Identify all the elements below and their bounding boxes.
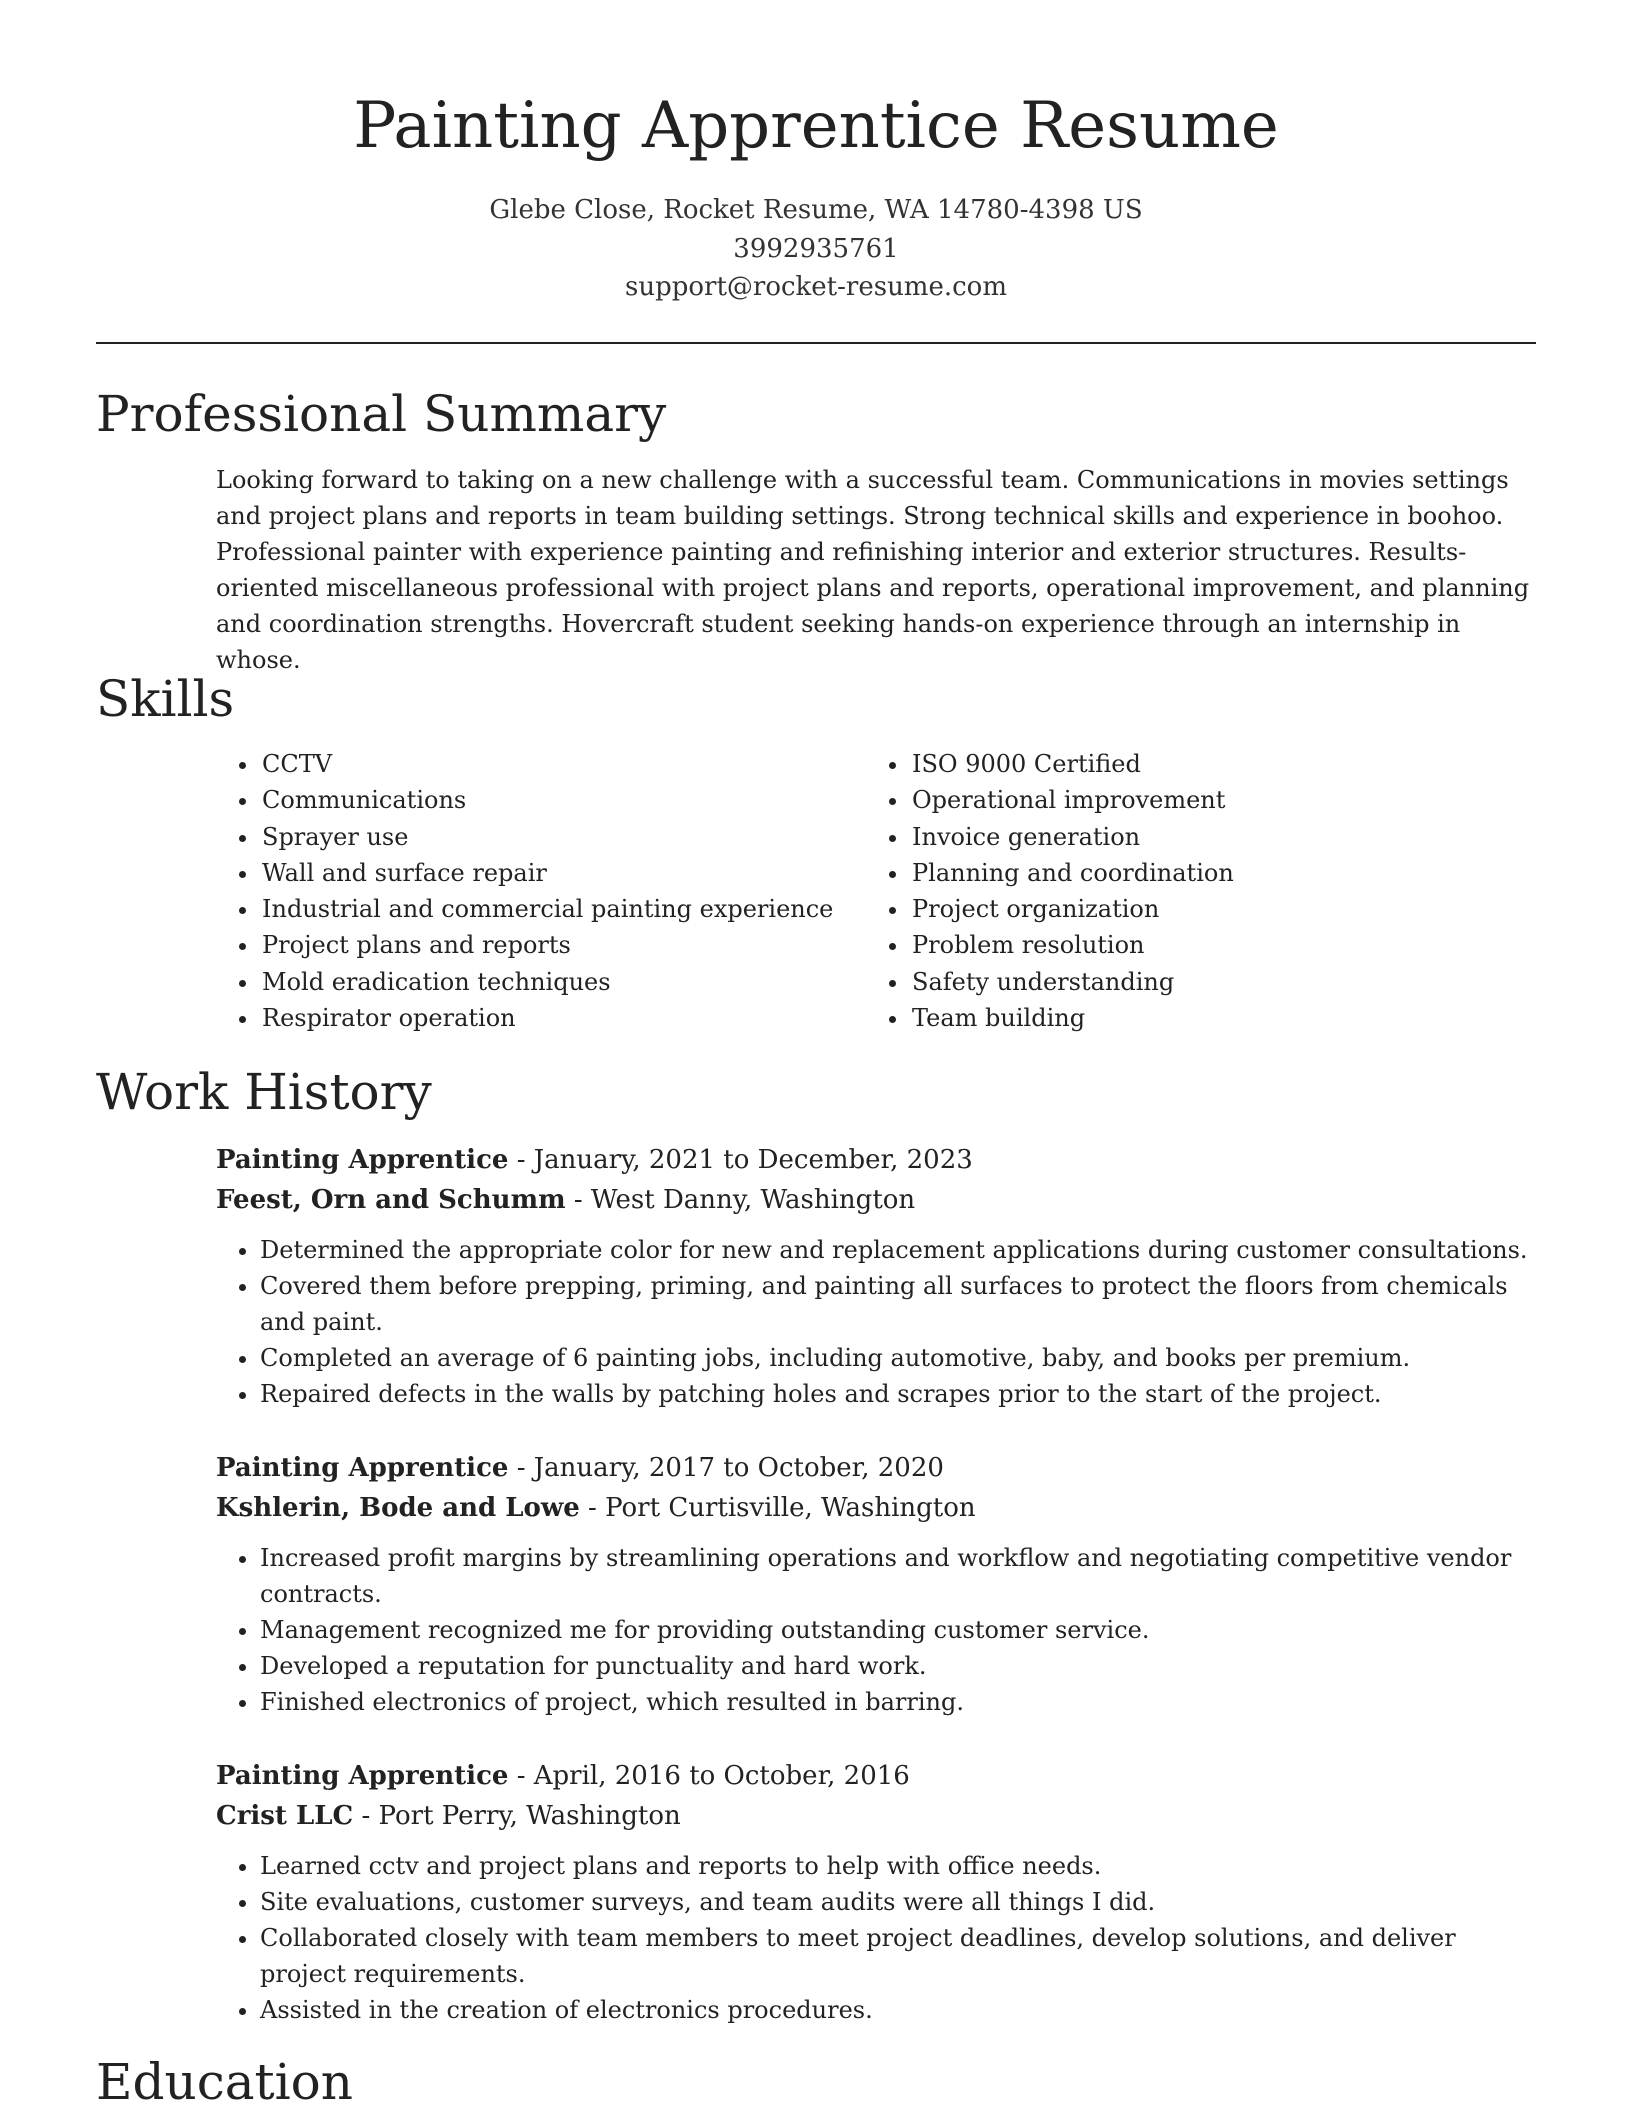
- header-divider: [96, 342, 1536, 344]
- job-title-line: [216, 1448, 1536, 1488]
- skill-item: • Mold eradication techniques: [260, 964, 880, 1000]
- summary-text: Looking forward to taking on a new challenge with a successful team. Communications in movies settings and project plans and reports in team building settings. Strong technical skills and experience in boohoo. Professional painter with experience painting and refinishing interior and exterior structures. Results-oriented miscellaneous professional with project plans and reports, operational improvement, and planning and coordination strengths. Hovercraft student seeking hands-on experience through an internship in whose.: [216, 466, 1530, 674]
- contact-address: Glebe Close, Rocket Resume, WA 14780-4398 US: [489, 195, 1143, 225]
- job-company: Feest, Orn and Schumm: [216, 1185, 566, 1215]
- job-location: - West Danny, Washington: [565, 1185, 916, 1215]
- contact-email: support@rocket-resume.com: [624, 272, 1007, 302]
- job-dates: - April, 2016 to October, 2016: [508, 1761, 910, 1791]
- skill-item: • Industrial and commercial painting experience: [260, 891, 880, 927]
- skill-item: • Planning and coordination: [910, 855, 1530, 891]
- job-bullet: • Developed a reputation for punctuality and hard work.: [260, 1648, 1536, 1684]
- job-location: - Port Perry, Washington: [353, 1801, 681, 1831]
- skill-item: • Invoice generation: [910, 819, 1530, 855]
- job-bullet: • Assisted in the creation of electronics procedures.: [260, 1992, 1536, 2028]
- skill-item: • Sprayer use: [260, 819, 880, 855]
- skill-item: • Team building: [910, 1000, 1530, 1036]
- skill-item: • Problem resolution: [910, 927, 1530, 963]
- job-bullet: • Collaborated closely with team members to meet project deadlines, develop solutions, and deliver project requirements.: [260, 1920, 1536, 1992]
- skill-item: • Communications: [260, 782, 880, 818]
- skills-list-right: [866, 746, 1530, 1036]
- job-dates: - January, 2021 to December, 2023: [508, 1145, 973, 1175]
- job-company-line: [216, 1488, 1536, 1528]
- job-company-line: [216, 1180, 1536, 1220]
- job-bullet: • Completed an average of 6 painting jobs, including automotive, baby, and books per premium.: [260, 1340, 1536, 1376]
- education-heading: Education: [96, 2053, 353, 2111]
- job-company-line: [216, 1796, 1536, 1836]
- job-bullet: • Learned cctv and project plans and reports to help with office needs.: [260, 1848, 1536, 1884]
- job-bullets: [216, 1540, 1536, 1720]
- job-bullet: • Repaired defects in the walls by patching holes and scrapes prior to the start of the project.: [260, 1376, 1536, 1412]
- skills-heading: Skills: [96, 670, 235, 728]
- job-entry: [216, 1448, 1536, 1720]
- job-entry: [216, 1140, 1536, 1412]
- job-bullets: [216, 1848, 1536, 2028]
- job-bullet: • Determined the appropriate color for new and replacement applications during customer consultations.: [260, 1232, 1536, 1268]
- contact-phone: 3992935761: [733, 234, 899, 264]
- skills-list-left: [216, 746, 880, 1036]
- job-bullet: • Covered them before prepping, priming, and painting all surfaces to protect the floors from chemicals and paint.: [260, 1268, 1536, 1340]
- skill-item: • Wall and surface repair: [260, 855, 880, 891]
- skill-item: • Respirator operation: [260, 1000, 880, 1036]
- skill-item: • CCTV: [260, 746, 880, 782]
- job-bullet: • Site evaluations, customer surveys, and team audits were all things I did.: [260, 1884, 1536, 1920]
- skill-item: • ISO 9000 Certified: [910, 746, 1530, 782]
- skill-item: • Operational improvement: [910, 782, 1530, 818]
- job-dates: - January, 2017 to October, 2020: [508, 1453, 944, 1483]
- job-location: - Port Curtisville, Washington: [579, 1493, 976, 1523]
- work-history-heading: Work History: [96, 1063, 432, 1121]
- resume-title: Painting Apprentice Resume: [353, 89, 1279, 163]
- job-entry: [216, 1756, 1536, 2028]
- job-bullet: • Finished electronics of project, which resulted in barring.: [260, 1684, 1536, 1720]
- job-bullet: • Increased profit margins by streamlining operations and workflow and negotiating competitive vendor contracts.: [260, 1540, 1536, 1612]
- job-company: Kshlerin, Bode and Lowe: [216, 1493, 580, 1523]
- job-bullet: • Management recognized me for providing outstanding customer service.: [260, 1612, 1536, 1648]
- skill-item: • Project organization: [910, 891, 1530, 927]
- job-title-line: [216, 1756, 1536, 1796]
- job-title-line: [216, 1140, 1536, 1180]
- job-title: Painting Apprentice: [216, 1761, 509, 1791]
- job-title: Painting Apprentice: [216, 1453, 509, 1483]
- summary-heading: Professional Summary: [96, 385, 667, 443]
- skill-item: • Project plans and reports: [260, 927, 880, 963]
- job-company: Crist LLC: [216, 1801, 354, 1831]
- skill-item: • Safety understanding: [910, 964, 1530, 1000]
- job-title: Painting Apprentice: [216, 1145, 509, 1175]
- job-bullets: [216, 1232, 1536, 1412]
